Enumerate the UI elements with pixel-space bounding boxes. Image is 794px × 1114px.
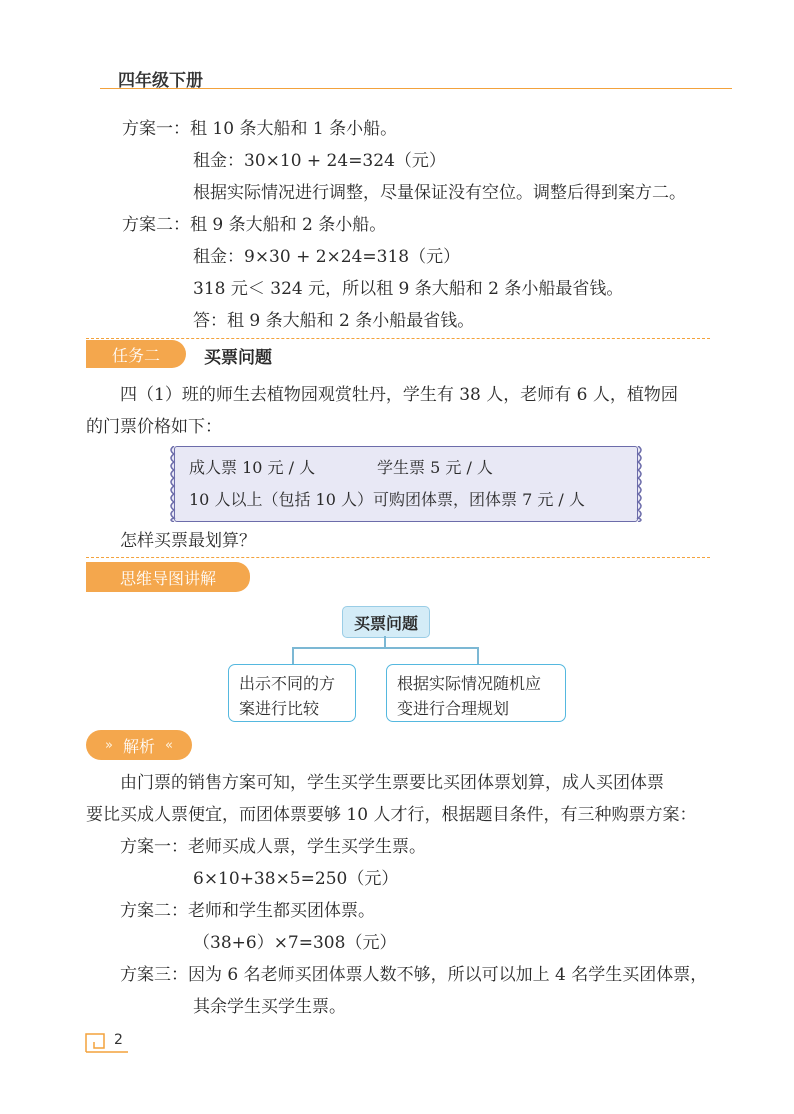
mindmap-left-line1: 出示不同的方 [239,674,336,693]
task2-problem-line2: 的门票价格如下： [86,417,222,437]
page-number: 2 [114,1032,123,1048]
scheme2-label: 方案二： [120,901,188,921]
double-chevron-right-icon: » [105,737,113,753]
scheme1-line [120,836,426,858]
mindmap-left-line2: 案进行比较 [239,699,320,718]
wavy-left-edge [168,446,176,522]
page-header-title: 四年级下册 [118,71,203,91]
dashed-divider-1 [86,338,710,339]
dashed-divider-2 [86,557,710,558]
analysis-para-line1: 由门票的销售方案可知，学生买学生票要比买团体票划算，成人买团体票 [120,773,664,793]
page-corner-ornament-icon [84,1030,130,1054]
scheme1-label: 方案一： [120,837,188,857]
mindmap-left-node [228,664,356,722]
task2-question: 怎样买票最划算？ [120,531,256,551]
mindmap-right-line2: 变进行合理规划 [397,699,510,718]
mindmap-connector-right [477,647,479,665]
plan2-line [122,214,386,236]
mindmap-tab: 思维导图讲解 [86,562,250,592]
mindmap-connector-left [292,647,294,665]
scheme2-line [120,900,375,922]
plan1-label: 方案一： [122,119,190,139]
mindmap-right-node [386,664,566,722]
scheme2-text: 老师和学生都买团体票。 [188,901,375,921]
task2-title: 买票问题 [204,348,272,368]
ticket-group: 10 人以上（包括 10 人）可购团体票，团体票 7 元 / 人 [189,490,585,509]
scheme2-calc: （38+6）×7=308（元） [193,933,397,953]
plan2-answer: 答：租 9 条大船和 2 条小船最省钱。 [193,311,475,331]
double-chevron-left-icon: « [165,737,173,753]
scheme1-text: 老师买成人票，学生买学生票。 [188,837,426,857]
mindmap-right-line1: 根据实际情况随机应 [397,674,542,693]
task2-tab: 任务二 [86,340,186,368]
scheme3-text2: 其余学生买学生票。 [193,997,346,1017]
analysis-para-line2: 要比买成人票便宜，而团体票要够 10 人才行，根据题目条件，有三种购票方案： [86,805,697,825]
scheme3-text: 因为 6 名老师买团体票人数不够，所以可以加上 4 名学生买团体票， [188,965,708,985]
header-rule [100,88,732,89]
plan1-rent: 租金：30×10 + 24=324（元） [193,151,446,171]
plan2-compare: 318 元＜ 324 元，所以租 9 条大船和 2 条小船最省钱。 [193,279,624,299]
analysis-tab-label: 解析 [122,736,155,756]
scheme3-line [120,964,707,986]
ticket-adult: 成人票 10 元 / 人 [189,458,316,477]
scheme1-calc: 6×10+38×5=250（元） [193,869,399,889]
plan1-adjust: 根据实际情况进行调整，尽量保证没有空位。调整后得到案方二。 [193,183,686,203]
plan2-label: 方案二： [122,215,190,235]
wavy-right-edge [636,446,644,522]
task2-problem-line1: 四（1）班的师生去植物园观赏牡丹，学生有 38 人，老师有 6 人，植物园 [120,385,678,405]
plan1-line [122,118,397,140]
plan2-rent: 租金：9×30 + 2×24=318（元） [193,247,461,267]
plan1-text: 租 10 条大船和 1 条小船。 [190,119,398,139]
plan2-text: 租 9 条大船和 2 条小船。 [190,215,387,235]
ticket-price-box [174,446,638,522]
mindmap-connector-bar [292,647,478,649]
mindmap-root-node: 买票问题 [342,606,430,638]
ticket-student: 学生票 5 元 / 人 [377,458,493,477]
scheme3-label: 方案三： [120,965,188,985]
analysis-tab [86,730,192,760]
